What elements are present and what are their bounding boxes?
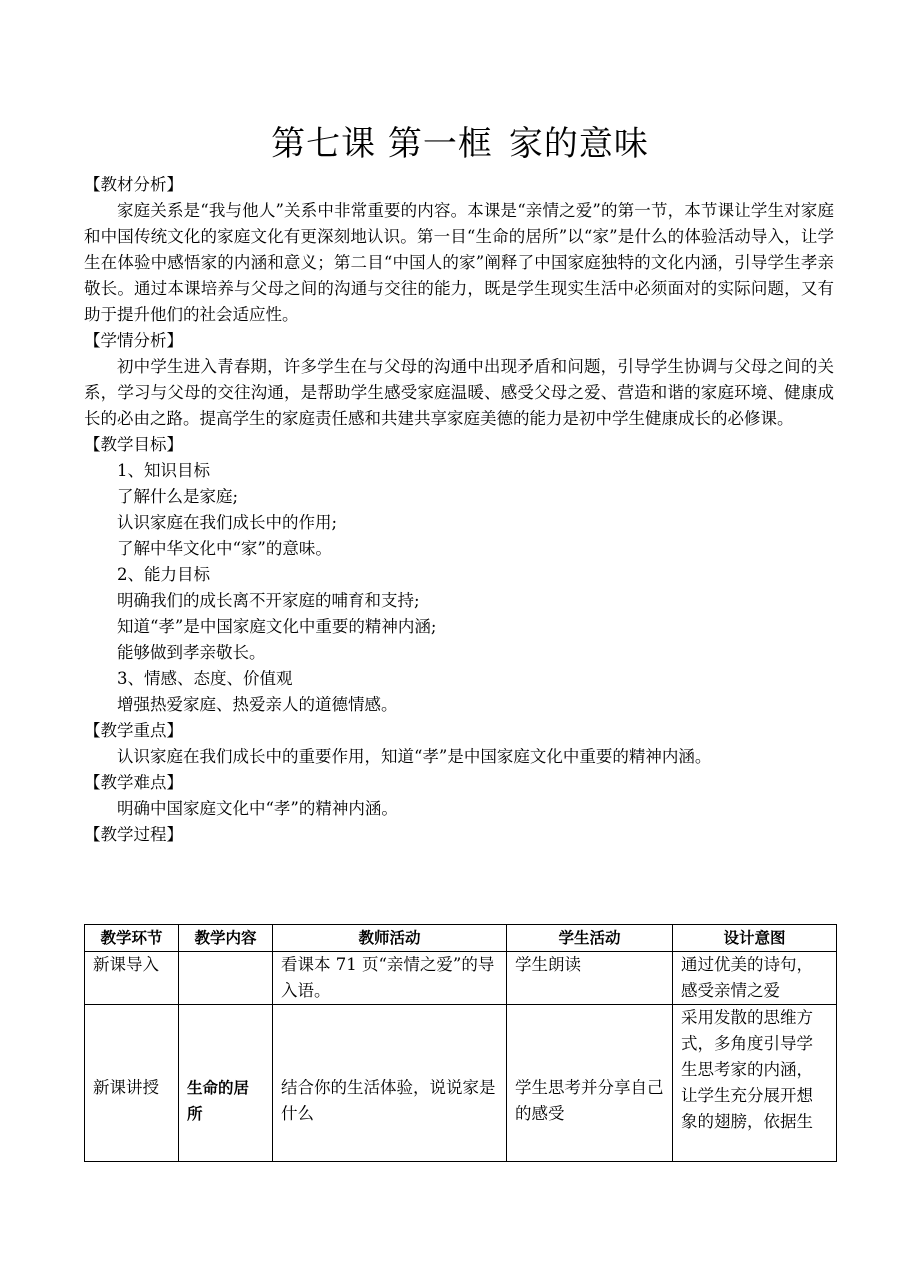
goal-emotion-item: 增强热爱家庭、热爱亲人的道德情感。 (117, 695, 398, 714)
table-header-row (85, 925, 837, 952)
heading-teaching-goals: 【教学目标】 (84, 435, 183, 454)
goal-knowledge-item: 认识家庭在我们成长中的作用; (117, 513, 338, 532)
key-points-text: 认识家庭在我们成长中的重要作用，知道“孝”是中国家庭文化中重要的精神内涵。 (117, 747, 712, 766)
table-cell-stage-wrap (85, 1005, 179, 1162)
table-cell-intent: 通过优美的诗句，感受亲情之爱 (673, 952, 837, 1005)
goal-emotion-title: 3、情感、态度、价值观 (117, 669, 293, 688)
difficult-points-text: 明确中国家庭文化中“孝”的精神内涵。 (117, 799, 398, 818)
table-cell-teacher: 结合你的生活体验，说说家是什么 (281, 1078, 496, 1123)
table-cell-content (179, 952, 273, 1005)
column-header: 教师活动 (273, 925, 507, 952)
table-cell-stage: 新课讲授 (93, 1078, 159, 1097)
table-cell-student: 学生朗读 (507, 952, 673, 1005)
table-cell-student-wrap (507, 1005, 673, 1162)
material-analysis-text: 家庭关系是“我与他人”关系中非常重要的内容。本课是“亲情之爱”的第一节，本节课让学生对家庭和中国传统文化的家庭文化有更深刻地认识。第一目“生命的居所”以“家”是什么的体验活动导入，让学生在体验中感悟家的内涵和意义；第二目“中国人的家”阐释了中国家庭独特的文化内涵，引导学生孝亲敬长。通过本课培养与父母之间的沟通与交往的能力，既是学生现实生活中必须面对的实际问题，又有助于提升他们的社会适应性。 (84, 201, 834, 324)
heading-key-points: 【教学重点】 (84, 721, 183, 740)
table-row (85, 952, 837, 1005)
column-header: 教学内容 (179, 925, 273, 952)
page-title (0, 122, 920, 166)
student-analysis-text: 初中学生进入青春期，许多学生在与父母的沟通中出现矛盾和问题，引导学生协调与父母之间的关系，学习与父母的交往沟通，是帮助学生感受家庭温暖、感受父母之爱、营造和谐的家庭环境、健康成长的必由之路。提高学生的家庭责任感和共建共享家庭美德的能力是初中学生健康成长的必修课。 (84, 357, 834, 428)
title-topic: 家的意味 (508, 124, 649, 164)
goal-ability-title: 2、能力目标 (117, 565, 210, 584)
table-cell-content-wrap (179, 1005, 273, 1162)
heading-material-analysis: 【教材分析】 (84, 175, 183, 194)
table-cell-teacher: 看课本 71 页“亲情之爱”的导入语。 (273, 952, 507, 1005)
table-row (85, 1005, 837, 1162)
table-cell-intent: 采用发散的思维方式，多角度引导学生思考家的内涵，让学生充分展开想象的翅膀，依据生 (673, 1005, 837, 1162)
table-cell-teacher-wrap (273, 1005, 507, 1162)
teaching-process-table (84, 924, 837, 1162)
table-cell-stage: 新课导入 (85, 952, 179, 1005)
heading-difficult-points: 【教学难点】 (84, 773, 183, 792)
column-header: 设计意图 (673, 925, 837, 952)
goal-knowledge-item: 了解中华文化中“家”的意味。 (117, 539, 332, 558)
heading-student-analysis: 【学情分析】 (84, 331, 183, 350)
lesson-plan-body (84, 172, 834, 848)
column-header: 学生活动 (507, 925, 673, 952)
goal-ability-item: 知道“孝”是中国家庭文化中重要的精神内涵; (117, 617, 437, 636)
goal-knowledge-title: 1、知识目标 (117, 461, 210, 480)
title-lesson: 第七课 第一框 (271, 124, 493, 164)
column-header: 教学环节 (85, 925, 179, 952)
goal-ability-item: 明确我们的成长离不开家庭的哺育和支持; (117, 591, 420, 610)
table-cell-student: 学生思考并分享自己的感受 (515, 1078, 664, 1123)
goal-ability-item: 能够做到孝亲敬长。 (117, 643, 266, 662)
table-cell-content: 生命的居所 (187, 1079, 250, 1123)
heading-teaching-process: 【教学过程】 (84, 825, 183, 844)
goal-knowledge-item: 了解什么是家庭; (117, 487, 239, 506)
